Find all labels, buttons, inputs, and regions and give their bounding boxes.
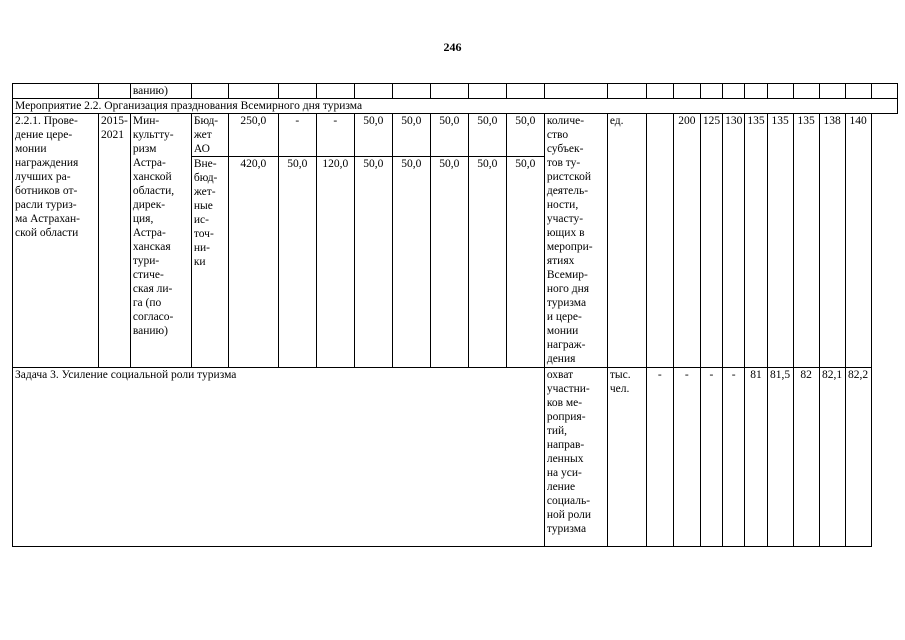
indicator-value: 138 bbox=[819, 114, 845, 368]
indicator-value: 135 bbox=[767, 114, 793, 368]
indicator-value bbox=[646, 114, 673, 368]
task-unit: тыс. чел. bbox=[607, 368, 646, 547]
task-value: 81,5 bbox=[767, 368, 793, 547]
funding-year: 50,0 bbox=[430, 157, 468, 368]
stub-row bbox=[13, 84, 898, 99]
funding-year: - bbox=[316, 114, 354, 157]
stub-responsible: ванию) bbox=[130, 84, 191, 99]
funding-year: 50,0 bbox=[354, 157, 392, 368]
indicator-value: 200 bbox=[673, 114, 700, 368]
task-indicator: охват участни- ков ме- роприя- тий, направ- ленных на уси- ление социаль- ной роли туризма bbox=[544, 368, 607, 547]
indicator-value: 125 bbox=[700, 114, 722, 368]
page-number: 246 bbox=[443, 40, 462, 54]
funding-year: 50,0 bbox=[506, 157, 544, 368]
task-value: - bbox=[723, 368, 745, 547]
task-value: - bbox=[646, 368, 673, 547]
activity-period: 2015- 2021 bbox=[99, 114, 131, 368]
indicator-value: 135 bbox=[793, 114, 819, 368]
indicator-value: 135 bbox=[745, 114, 767, 368]
activity-name: 2.2.1. Прове- дение цере- монии награждения лучших ра- ботников от- расли туриз- ма Астрахан- ской области bbox=[13, 114, 99, 368]
activity-unit: ед. bbox=[607, 114, 646, 368]
activity-responsible: Мин- культту- ризм Астра- ханской области, дирек- ция, Астра- ханская тури- стиче- ская ли- га (по согласо- ванию) bbox=[130, 114, 191, 368]
activity-row-budget bbox=[13, 114, 898, 157]
funding-year: 50,0 bbox=[354, 114, 392, 157]
task-value: 81 bbox=[745, 368, 767, 547]
funding-year: 50,0 bbox=[468, 114, 506, 157]
task-value: 82,1 bbox=[819, 368, 845, 547]
funding-year: 50,0 bbox=[278, 157, 316, 368]
task-value: 82 bbox=[793, 368, 819, 547]
funding-year: 50,0 bbox=[430, 114, 468, 157]
funding-year: 50,0 bbox=[506, 114, 544, 157]
funding-source: Бюд- жет АО bbox=[191, 114, 228, 157]
task-value: - bbox=[700, 368, 722, 547]
funding-source: Вне- бюд- жет- ные ис- точ- ни- ки bbox=[191, 157, 228, 368]
activity-header-row bbox=[13, 99, 898, 114]
indicator-value: 130 bbox=[723, 114, 745, 368]
funding-year: 120,0 bbox=[316, 157, 354, 368]
program-table bbox=[12, 83, 898, 547]
funding-total: 420,0 bbox=[228, 157, 278, 368]
task-row bbox=[13, 368, 898, 547]
activity-indicator: количе- ство субъек- тов ту- ристской деятель- ности, участу- ющих в меропри- ятиях Всемир- ного дня туризма и цере- монии награж- дения bbox=[544, 114, 607, 368]
funding-year: 50,0 bbox=[392, 114, 430, 157]
task-name: Задача 3. Усиление социальной роли туризма bbox=[13, 368, 545, 547]
task-value: - bbox=[673, 368, 700, 547]
funding-total: 250,0 bbox=[228, 114, 278, 157]
activity-header: Мероприятие 2.2. Организация празднования Всемирного дня туризма bbox=[13, 99, 898, 114]
funding-year: - bbox=[278, 114, 316, 157]
task-value: 82,2 bbox=[845, 368, 871, 547]
indicator-value: 140 bbox=[845, 114, 871, 368]
funding-year: 50,0 bbox=[468, 157, 506, 368]
funding-year: 50,0 bbox=[392, 157, 430, 368]
